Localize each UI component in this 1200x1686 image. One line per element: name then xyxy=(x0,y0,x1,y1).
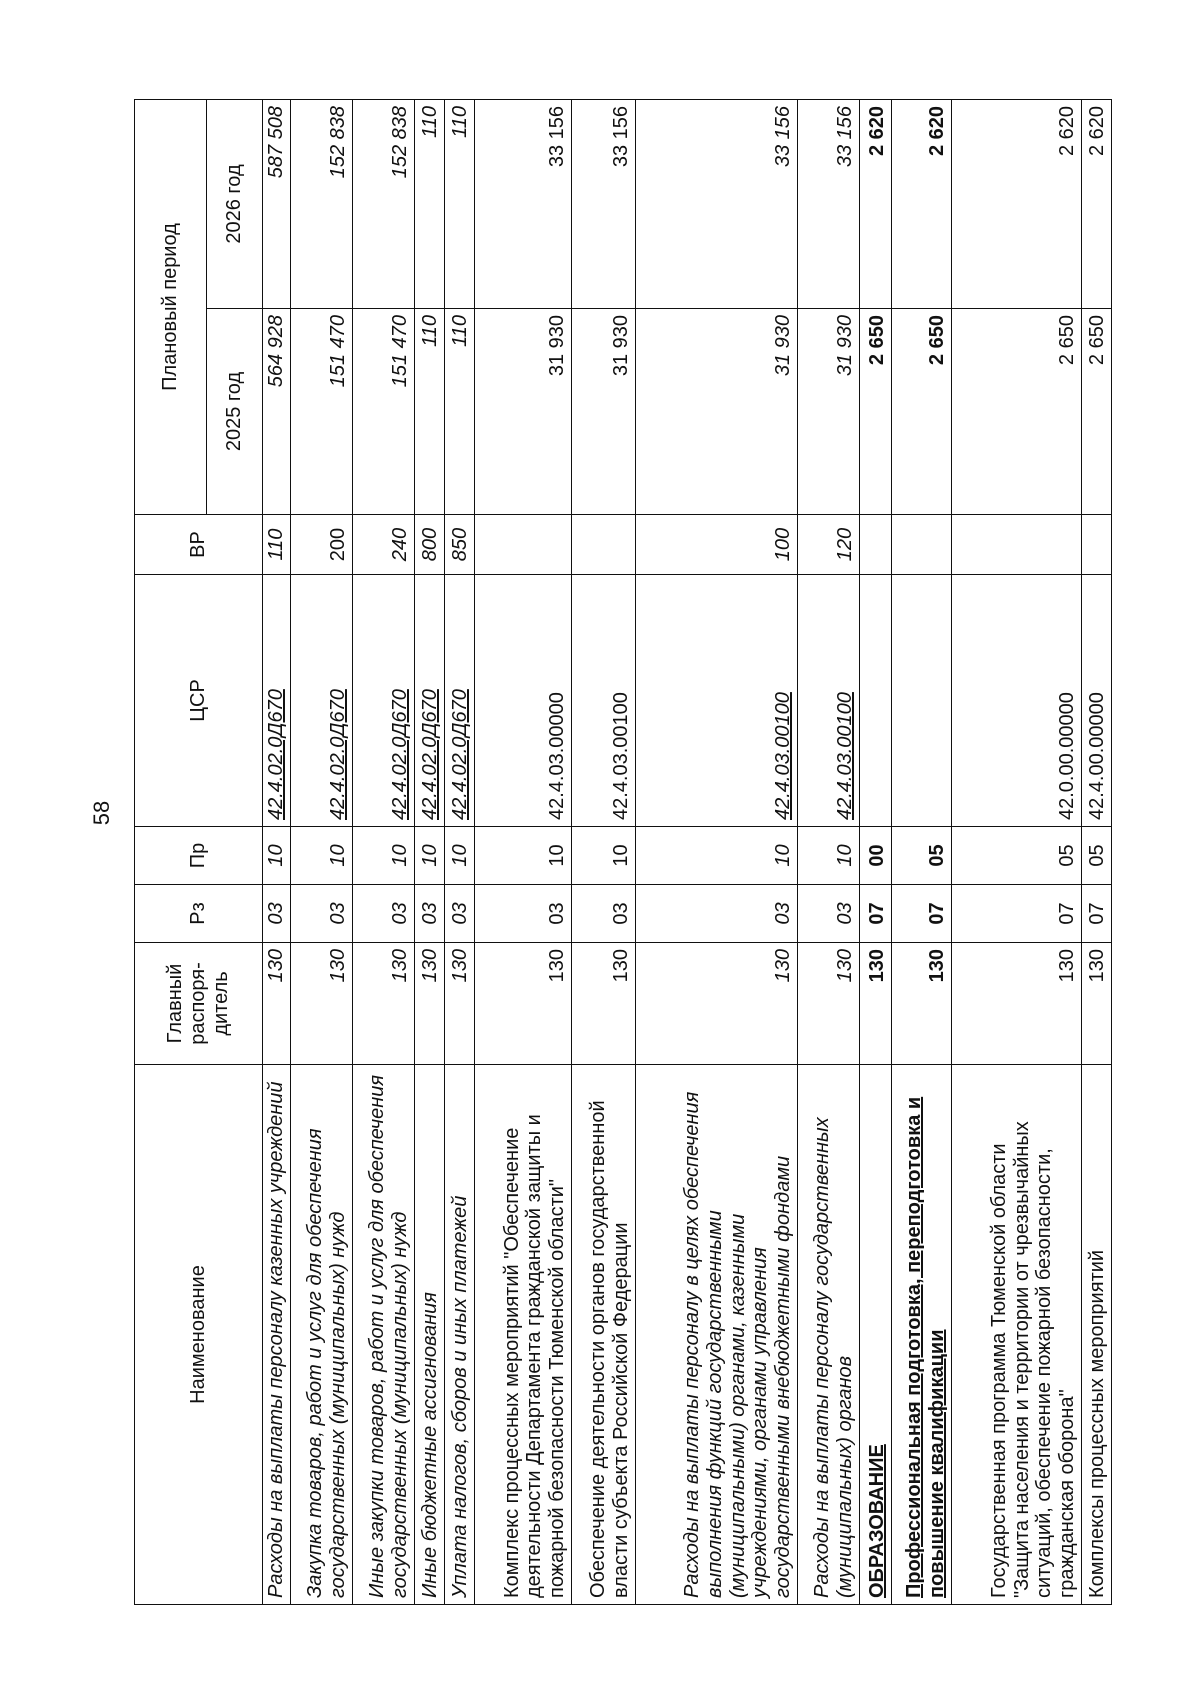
row-rz: 03 xyxy=(572,885,636,943)
row-pr: 10 xyxy=(291,827,353,885)
row-name: ОБРАЗОВАНИЕ xyxy=(860,1065,892,1605)
row-value-2026: 110 xyxy=(415,99,445,308)
row-value-2025: 564 928 xyxy=(263,309,291,515)
row-rz: 07 xyxy=(952,885,1082,943)
row-name: Комплексы процессных мероприятий xyxy=(1082,1065,1112,1605)
row-value-2026: 152 838 xyxy=(353,99,415,308)
row-vr xyxy=(860,515,892,575)
table-row xyxy=(415,99,445,1604)
table-body xyxy=(263,99,1112,1604)
row-rz: 03 xyxy=(263,885,291,943)
row-vr: 110 xyxy=(263,515,291,575)
row-rz: 03 xyxy=(475,885,572,943)
row-rz: 07 xyxy=(1082,885,1112,943)
row-csr: 42.4.02.0Д670 xyxy=(445,575,475,827)
row-pr: 05 xyxy=(952,827,1082,885)
row-main-manager: 130 xyxy=(572,943,636,1065)
header-name: Наименование xyxy=(135,1065,263,1605)
row-rz: 03 xyxy=(353,885,415,943)
header-vr: ВР xyxy=(135,515,263,575)
row-value-2026: 33 156 xyxy=(572,99,636,308)
row-pr: 10 xyxy=(798,827,860,885)
row-name: Иные закупки товаров, работ и услуг для обеспечения государственных (муниципальных) нужд xyxy=(353,1065,415,1605)
row-main-manager: 130 xyxy=(263,943,291,1065)
row-vr: 240 xyxy=(353,515,415,575)
header-2026: 2026 год xyxy=(207,99,263,308)
row-value-2026: 33 156 xyxy=(798,99,860,308)
row-value-2026: 2 620 xyxy=(892,99,952,308)
row-main-manager: 130 xyxy=(1082,943,1112,1065)
row-value-2025: 151 470 xyxy=(291,309,353,515)
row-value-2025: 2 650 xyxy=(860,309,892,515)
table-row xyxy=(263,99,291,1604)
row-rz: 03 xyxy=(445,885,475,943)
row-value-2025: 2 650 xyxy=(892,309,952,515)
page-number: 58 xyxy=(89,800,114,826)
row-pr: 10 xyxy=(415,827,445,885)
row-csr: 42.4.02.0Д670 xyxy=(263,575,291,827)
row-main-manager: 130 xyxy=(415,943,445,1065)
row-value-2026: 33 156 xyxy=(475,99,572,308)
row-main-manager: 130 xyxy=(636,943,798,1065)
header-rz: Рз xyxy=(135,885,263,943)
row-main-manager: 130 xyxy=(952,943,1082,1065)
header-plan-period: Плановый период xyxy=(135,99,207,514)
row-main-manager: 130 xyxy=(291,943,353,1065)
table-row xyxy=(291,99,353,1604)
row-value-2025: 31 930 xyxy=(572,309,636,515)
row-pr: 00 xyxy=(860,827,892,885)
row-vr xyxy=(572,515,636,575)
table-row xyxy=(636,99,798,1604)
row-name: Расходы на выплаты персоналу в целях обеспечения выполнения функций государственными (муниципальными) органами, казенными учреждениями, органами управления государственными внебюджетными фондами xyxy=(636,1065,798,1605)
table-row xyxy=(445,99,475,1604)
row-main-manager: 130 xyxy=(475,943,572,1065)
row-value-2026: 152 838 xyxy=(291,99,353,308)
row-rz: 03 xyxy=(798,885,860,943)
row-csr: 42.4.02.0Д670 xyxy=(291,575,353,827)
row-vr: 120 xyxy=(798,515,860,575)
row-vr: 200 xyxy=(291,515,353,575)
row-csr: 42.4.02.0Д670 xyxy=(415,575,445,827)
row-name: Расходы на выплаты персоналу казенных учреждений xyxy=(263,1065,291,1605)
row-name: Профессиональная подготовка, переподготовка и повышение квалификации xyxy=(892,1065,952,1605)
row-pr: 10 xyxy=(475,827,572,885)
header-2025: 2025 год xyxy=(207,309,263,515)
row-pr: 10 xyxy=(445,827,475,885)
row-vr xyxy=(952,515,1082,575)
row-csr: 42.4.03.00000 xyxy=(475,575,572,827)
table-row xyxy=(475,99,572,1604)
header-main-manager: Главный распоря-дитель xyxy=(135,943,263,1065)
row-rz: 03 xyxy=(291,885,353,943)
row-value-2026: 33 156 xyxy=(636,99,798,308)
row-vr: 850 xyxy=(445,515,475,575)
row-vr xyxy=(892,515,952,575)
row-value-2025: 31 930 xyxy=(475,309,572,515)
row-pr: 10 xyxy=(636,827,798,885)
row-vr xyxy=(475,515,572,575)
row-csr: 42.4.03.00100 xyxy=(572,575,636,827)
table-row xyxy=(798,99,860,1604)
row-name: Уплата налогов, сборов и иных платежей xyxy=(445,1065,475,1605)
row-main-manager: 130 xyxy=(353,943,415,1065)
row-csr xyxy=(892,575,952,827)
row-value-2025: 31 930 xyxy=(798,309,860,515)
row-csr: 42.4.02.0Д670 xyxy=(353,575,415,827)
row-csr xyxy=(860,575,892,827)
row-name: Обеспечение деятельности органов государственной власти субъекта Российской Федерации xyxy=(572,1065,636,1605)
row-vr: 800 xyxy=(415,515,445,575)
table-row xyxy=(952,99,1082,1604)
header-pr: Пр xyxy=(135,827,263,885)
row-csr: 42.4.03.00100 xyxy=(636,575,798,827)
row-rz: 03 xyxy=(415,885,445,943)
row-main-manager: 130 xyxy=(798,943,860,1065)
row-csr: 42.4.03.00100 xyxy=(798,575,860,827)
table-row xyxy=(1082,99,1112,1604)
row-pr: 10 xyxy=(572,827,636,885)
budget-table-container xyxy=(134,100,1109,1605)
row-rz: 07 xyxy=(892,885,952,943)
row-value-2025: 2 650 xyxy=(1082,309,1112,515)
row-rz: 07 xyxy=(860,885,892,943)
row-value-2025: 31 930 xyxy=(636,309,798,515)
row-name: Государственная программа Тюменской области "Защита населения и территории от чрезвычайных ситуаций, обеспечение пожарной безопасности, гражданская оборона" xyxy=(952,1065,1082,1605)
table-row xyxy=(860,99,892,1604)
row-name: Закупка товаров, работ и услуг для обеспечения государственных (муниципальных) нужд xyxy=(291,1065,353,1605)
row-pr: 05 xyxy=(1082,827,1112,885)
row-vr xyxy=(1082,515,1112,575)
header-csr: ЦСР xyxy=(135,575,263,827)
table-row xyxy=(353,99,415,1604)
row-value-2025: 2 650 xyxy=(952,309,1082,515)
row-value-2026: 2 620 xyxy=(860,99,892,308)
row-vr: 100 xyxy=(636,515,798,575)
row-value-2025: 151 470 xyxy=(353,309,415,515)
row-value-2025: 110 xyxy=(445,309,475,515)
row-name: Комплекс процессных мероприятий "Обеспечение деятельности Департамента гражданской защиты и пожарной безопасности Тюменской области" xyxy=(475,1065,572,1605)
row-main-manager: 130 xyxy=(445,943,475,1065)
row-pr: 10 xyxy=(353,827,415,885)
row-value-2026: 2 620 xyxy=(1082,99,1112,308)
table-row xyxy=(572,99,636,1604)
row-name: Расходы на выплаты персоналу государственных (муниципальных) органов xyxy=(798,1065,860,1605)
budget-table xyxy=(134,99,1112,1605)
row-value-2025: 110 xyxy=(415,309,445,515)
row-name: Иные бюджетные ассигнования xyxy=(415,1065,445,1605)
row-pr: 10 xyxy=(263,827,291,885)
row-value-2026: 110 xyxy=(445,99,475,308)
table-row xyxy=(892,99,952,1604)
row-value-2026: 2 620 xyxy=(952,99,1082,308)
row-value-2026: 587 508 xyxy=(263,99,291,308)
row-csr: 42.0.00.00000 xyxy=(952,575,1082,827)
row-main-manager: 130 xyxy=(892,943,952,1065)
row-csr: 42.4.00.00000 xyxy=(1082,575,1112,827)
row-rz: 03 xyxy=(636,885,798,943)
row-main-manager: 130 xyxy=(860,943,892,1065)
row-pr: 05 xyxy=(892,827,952,885)
